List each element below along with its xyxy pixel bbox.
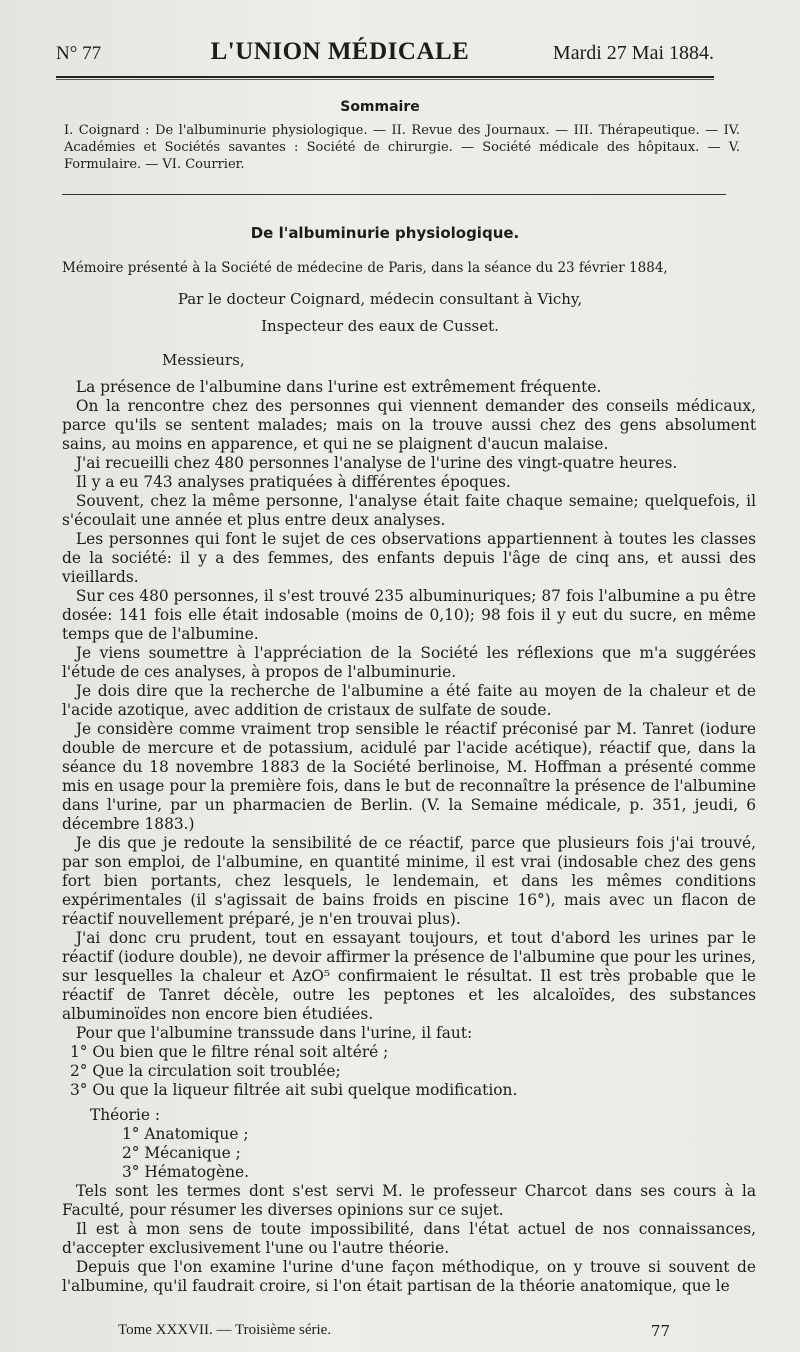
author-line: Par le docteur Coignard, médecin consultant à Vichy,	[177, 290, 583, 308]
condition-item: 3° Ou que la liqueur filtrée ait subi quelque modification.	[70, 1081, 518, 1099]
issue-date: Mardi 27 Mai 1884.	[552, 42, 714, 64]
paragraph: Je considère comme vraiment trop sensible le réactif préconisé par M. Tanret (iodure double de mercure et de potassium, acidulé par l'acide acétique), réactif que, dans la séance du 18 novembre 1883 de la Société berlinoise, M. Hoffman a présenté comme mis en usage pour la première fois, dans le but de reconnaître la présence de l'albumine dans l'urine, par un pharmacien de Berlin. (V. la Semaine médicale, p. 351, jeudi, 6 décembre 1883.)	[62, 720, 756, 833]
theorie-item: 3° Hématogène.	[122, 1163, 250, 1181]
volume-info: Tome XXXVII. — Troisième série.	[118, 1322, 332, 1338]
paragraph: J'ai recueilli chez 480 personnes l'analyse de l'urine des vingt-quatre heures.	[75, 454, 678, 472]
sommaire-heading: Sommaire	[340, 99, 420, 115]
paragraph: Pour que l'albumine transsude dans l'urine, il faut:	[75, 1024, 473, 1042]
condition-item: 2° Que la circulation soit troublée;	[70, 1062, 341, 1080]
page-header	[56, 38, 714, 66]
paragraph: Depuis que l'on examine l'urine d'une façon méthodique, on y trouve si souvent de l'albumine, qu'il faudrait croire, si l'on était partisan de la théorie anatomique, que le	[62, 1258, 756, 1295]
paragraph: Je dis que je redoute la sensibilité de ce réactif, parce que plusieurs fois j'ai trouvé, par son emploi, de l'albumine, en quantité minime, il est vrai (indosable chez des gens fort bien portants, chez lesquels, le lendemain, et dans les mêmes conditions expérimentales (il s'agissait de bains froids en piscine 16°), mais avec un flacon de réactif nouvellement préparé, je n'en trouvai plus).	[62, 834, 756, 928]
page-number: 77	[650, 1322, 670, 1340]
sommaire-text: I. Coignard : De l'albuminurie physiologique. — II. Revue des Journaux. — III. Thérapeutique. — IV. Académies et Sociétés savantes : Société de chirurgie. — Société médicale des hôpitaux. — V. Formulaire. — VI. Courrier.	[64, 123, 740, 172]
paragraph: Tels sont les termes dont s'est servi M. le professeur Charcot dans ses cours à la Faculté, pour résumer les diverses opinions sur ce sujet.	[62, 1182, 756, 1219]
memoire-line: Mémoire présenté à la Société de médecine de Paris, dans la séance du 23 février 1884,	[62, 260, 668, 276]
paragraph: J'ai donc cru prudent, tout en essayant toujours, et tout d'abord les urines par le réactif (iodure double), ne devoir affirmer la présence de l'albumine que pour les urines, sur lesquelles la chaleur et AzO⁵ confirmaient le résultat. Il est très probable que le réactif de Tanret décèle, outre les peptones et les alcaloïdes, des substances albuminoïdes non encore bien étudiées.	[62, 929, 756, 1023]
sommaire-rule	[62, 194, 726, 195]
theorie-item: 2° Mécanique ;	[122, 1144, 241, 1162]
issue-number: N° 77	[56, 43, 102, 64]
paragraph: Il est à mon sens de toute impossibilité, dans l'état actuel de nos connaissances, d'accepter exclusivement l'une ou l'autre théorie.	[62, 1220, 756, 1257]
paragraph: Il y a eu 743 analyses pratiquées à différentes époques.	[75, 473, 511, 491]
journal-title: L'UNION MÉDICALE	[210, 38, 470, 65]
header-rule-thin	[56, 79, 714, 80]
theorie-label: Théorie :	[90, 1106, 161, 1124]
paragraph: Je viens soumettre à l'appréciation de la Société les réflexions que m'a suggérées l'étude de ces analyses, à propos de l'albuminurie.	[62, 644, 756, 681]
paragraph: On la rencontre chez des personnes qui viennent demander des conseils médicaux, parce qu'ils se sentent malades; mais on la trouve aussi chez des gens absolument sains, au moins en apparence, et qui ne se plaignent d'aucun malaise.	[62, 397, 756, 453]
paragraph: Je dois dire que la recherche de l'albumine a été faite au moyen de la chaleur et de l'acide azotique, avec addition de cristaux de sulfate de soude.	[62, 682, 756, 719]
page-footer	[118, 1322, 670, 1340]
header-rule	[56, 76, 714, 78]
condition-item: 1° Ou bien que le filtre rénal soit altéré ;	[70, 1043, 389, 1061]
article-body	[62, 378, 756, 1296]
paragraph: Sur ces 480 personnes, il s'est trouvé 235 albuminuriques; 87 fois l'albumine a pu être dosée: 141 fois elle était indosable (moins de 0,10); 98 fois il y eut du sucre, en même temps que de l'albumine.	[62, 587, 756, 643]
salutation: Messieurs,	[162, 351, 245, 369]
paragraph: Les personnes qui font le sujet de ces observations appartiennent à toutes les classes de la société: il y a des femmes, des enfants depuis l'âge de cinq ans, et aussi des vieillards.	[62, 530, 756, 586]
paragraph: La présence de l'albumine dans l'urine est extrêmement fréquente.	[75, 378, 602, 396]
article-title: De l'albuminurie physiologique.	[250, 224, 520, 242]
theorie-item: 1° Anatomique ;	[122, 1125, 249, 1143]
inspecteur-line: Inspecteur des eaux de Cusset.	[261, 317, 499, 335]
paragraph: Souvent, chez la même personne, l'analyse était faite chaque semaine; quelquefois, il s'écoulait une année et plus entre deux analyses.	[62, 492, 756, 529]
